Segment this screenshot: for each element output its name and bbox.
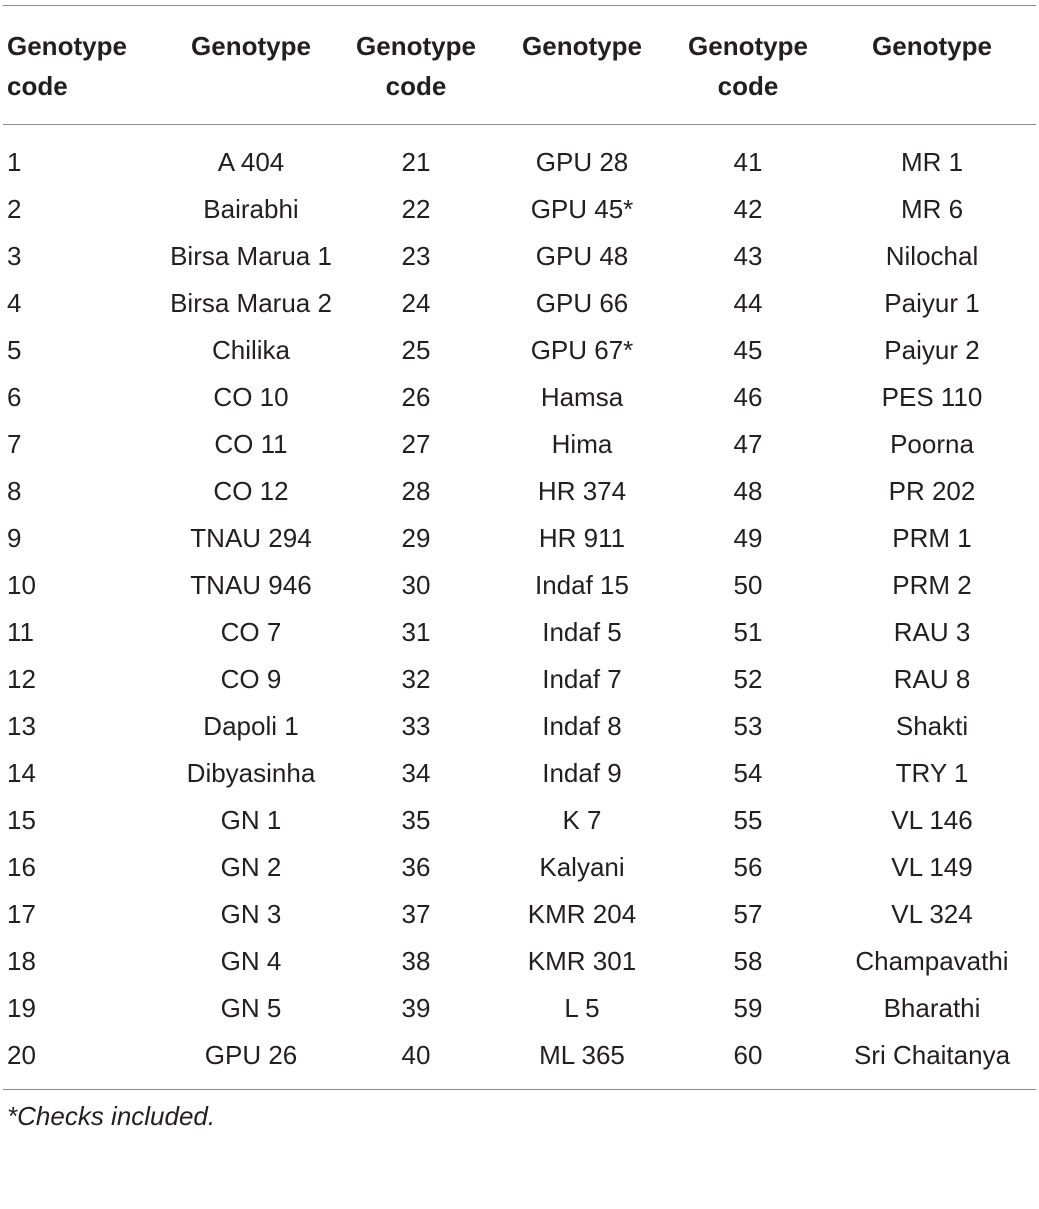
table-cell: GPU 26 — [204, 1040, 298, 1070]
table-cell: 38 — [401, 946, 431, 976]
table-cell: Hima — [551, 429, 613, 459]
table-cell: 31 — [401, 617, 431, 647]
table-cell: Sri Chaitanya — [853, 1040, 1011, 1070]
table-cell: 42 — [733, 194, 763, 224]
table-cell: 10 — [7, 570, 36, 600]
table-cell: 11 — [7, 617, 34, 647]
table-cell: 22 — [401, 194, 431, 224]
table-cell: 1 — [7, 147, 22, 177]
table-cell: Kalyani — [539, 852, 625, 882]
table-cell: 46 — [733, 382, 763, 412]
table-cell: 57 — [733, 899, 763, 929]
table-cell: 9 — [7, 523, 22, 553]
table-cell: Nilochal — [885, 241, 979, 271]
table-cell: PRM 2 — [892, 570, 972, 600]
table-cell: GPU 67* — [530, 335, 634, 365]
table-cell: 7 — [7, 429, 22, 459]
table-cell: 35 — [401, 805, 431, 835]
table-cell: Indaf 15 — [535, 570, 629, 600]
table-cell: CO 10 — [213, 382, 289, 412]
table-cell: Chilika — [211, 335, 291, 365]
table-cell: HR 374 — [537, 476, 627, 506]
table-cell: 24 — [401, 288, 431, 318]
header-row — [3, 6, 1036, 125]
table-cell: 32 — [401, 664, 431, 694]
table-cell: Paiyur 2 — [884, 335, 980, 365]
table-cell: PRM 1 — [892, 523, 972, 553]
table-row — [3, 985, 1036, 1032]
table-row — [3, 609, 1036, 656]
table-cell: GN 2 — [220, 852, 282, 882]
table-cell: 34 — [401, 758, 431, 788]
table-row — [3, 797, 1036, 844]
table-cell: 16 — [7, 852, 36, 882]
table-cell: 43 — [733, 241, 763, 271]
table-row — [3, 562, 1036, 609]
table-row — [3, 1032, 1036, 1090]
table-cell: GN 4 — [220, 946, 282, 976]
table-cell: 25 — [401, 335, 431, 365]
table-cell: 19 — [7, 993, 36, 1023]
table-cell: VL 324 — [891, 899, 973, 929]
table-row — [3, 374, 1036, 421]
table-cell: KMR 301 — [527, 946, 637, 976]
table-cell: GPU 28 — [535, 147, 629, 177]
table-cell: TRY 1 — [895, 758, 969, 788]
genotype-table-container — [3, 0, 1036, 1133]
table-body — [3, 125, 1036, 1090]
table-cell: K 7 — [562, 805, 602, 835]
table-cell: Bharathi — [883, 993, 981, 1023]
table-row — [3, 186, 1036, 233]
table-row — [3, 844, 1036, 891]
table-cell: 41 — [733, 147, 763, 177]
column-header: Genotype code — [688, 31, 808, 101]
table-cell: 51 — [733, 617, 763, 647]
table-cell: Indaf 9 — [542, 758, 622, 788]
table-cell: CO 12 — [213, 476, 289, 506]
table-cell: 49 — [733, 523, 763, 553]
table-cell: 39 — [401, 993, 431, 1023]
table-cell: Champavathi — [855, 946, 1009, 976]
table-cell: 3 — [7, 241, 22, 271]
table-cell: Dibyasinha — [186, 758, 316, 788]
table-cell: 53 — [733, 711, 763, 741]
table-cell: Birsa Marua 2 — [170, 288, 332, 318]
table-cell: 17 — [7, 899, 36, 929]
table-cell: 27 — [401, 429, 431, 459]
table-cell: 15 — [7, 805, 36, 835]
table-cell: 44 — [733, 288, 763, 318]
table-cell: 55 — [733, 805, 763, 835]
table-cell: 50 — [733, 570, 763, 600]
table-cell: CO 9 — [220, 664, 282, 694]
table-cell: 28 — [401, 476, 431, 506]
table-cell: A 404 — [217, 147, 285, 177]
table-row — [3, 233, 1036, 280]
table-cell: GN 5 — [220, 993, 282, 1023]
table-cell: KMR 204 — [527, 899, 637, 929]
table-cell: 59 — [733, 993, 763, 1023]
table-footnote: *Checks included. — [7, 1101, 216, 1131]
table-cell: Dapoli 1 — [203, 711, 299, 741]
table-cell: 36 — [401, 852, 431, 882]
table-row — [3, 468, 1036, 515]
table-cell: PR 202 — [888, 476, 976, 506]
table-cell: Hamsa — [540, 382, 624, 412]
table-cell: 21 — [401, 147, 431, 177]
table-cell: GPU 45* — [530, 194, 634, 224]
table-cell: 5 — [7, 335, 22, 365]
table-cell: 23 — [401, 241, 431, 271]
table-row — [3, 327, 1036, 374]
table-row — [3, 421, 1036, 468]
table-row — [3, 750, 1036, 797]
column-header: Genotype code — [7, 31, 127, 101]
table-row — [3, 656, 1036, 703]
table-cell: TNAU 946 — [190, 570, 312, 600]
genotype-table — [3, 5, 1036, 1090]
table-cell: 58 — [733, 946, 763, 976]
table-cell: 18 — [7, 946, 36, 976]
table-cell: 56 — [733, 852, 763, 882]
table-cell: 2 — [7, 194, 22, 224]
table-cell: 13 — [7, 711, 36, 741]
table-cell: Bairabhi — [203, 194, 299, 224]
table-cell: Indaf 7 — [542, 664, 622, 694]
table-cell: 48 — [733, 476, 763, 506]
table-cell: 52 — [733, 664, 763, 694]
table-cell: 6 — [7, 382, 22, 412]
table-header — [3, 6, 1036, 125]
table-cell: 12 — [7, 664, 36, 694]
table-cell: 54 — [733, 758, 763, 788]
table-cell: TNAU 294 — [190, 523, 312, 553]
column-header: Genotype — [872, 31, 992, 61]
column-header: Genotype code — [356, 31, 476, 101]
table-cell: Indaf 5 — [542, 617, 622, 647]
table-cell: 30 — [401, 570, 431, 600]
table-cell: Indaf 8 — [542, 711, 622, 741]
table-cell: HR 911 — [538, 523, 626, 553]
table-cell: GN 1 — [220, 805, 282, 835]
table-row — [3, 515, 1036, 562]
table-cell: MR 6 — [900, 194, 964, 224]
table-cell: 37 — [401, 899, 431, 929]
table-cell: RAU 8 — [893, 664, 971, 694]
table-cell: 47 — [733, 429, 763, 459]
table-cell: PES 110 — [881, 382, 983, 412]
table-cell: GPU 48 — [535, 241, 629, 271]
table-cell: CO 7 — [220, 617, 282, 647]
table-cell: VL 146 — [891, 805, 973, 835]
table-row — [3, 703, 1036, 750]
table-cell: RAU 3 — [893, 617, 971, 647]
table-cell: GN 3 — [220, 899, 282, 929]
table-cell: ML 365 — [539, 1040, 625, 1070]
table-cell: 45 — [733, 335, 763, 365]
table-cell: 29 — [401, 523, 431, 553]
table-cell: L 5 — [564, 993, 600, 1023]
table-cell: 40 — [401, 1040, 431, 1070]
table-cell: 33 — [401, 711, 431, 741]
table-row — [3, 125, 1036, 186]
column-header: Genotype — [191, 31, 311, 61]
table-cell: 4 — [7, 288, 22, 318]
table-cell: CO 11 — [214, 429, 288, 459]
table-cell: 8 — [7, 476, 22, 506]
table-cell: MR 1 — [900, 147, 964, 177]
table-cell: Shakti — [895, 711, 969, 741]
table-cell: Paiyur 1 — [884, 288, 980, 318]
table-cell: Birsa Marua 1 — [170, 241, 332, 271]
table-cell: 20 — [7, 1040, 36, 1070]
table-cell: GPU 66 — [535, 288, 629, 318]
table-row — [3, 938, 1036, 985]
table-cell: 60 — [733, 1040, 763, 1070]
table-cell: Poorna — [890, 429, 974, 459]
table-cell: 14 — [7, 758, 36, 788]
table-cell: VL 149 — [891, 852, 973, 882]
table-row — [3, 891, 1036, 938]
table-cell: 26 — [401, 382, 431, 412]
table-row — [3, 280, 1036, 327]
column-header: Genotype — [522, 31, 642, 61]
